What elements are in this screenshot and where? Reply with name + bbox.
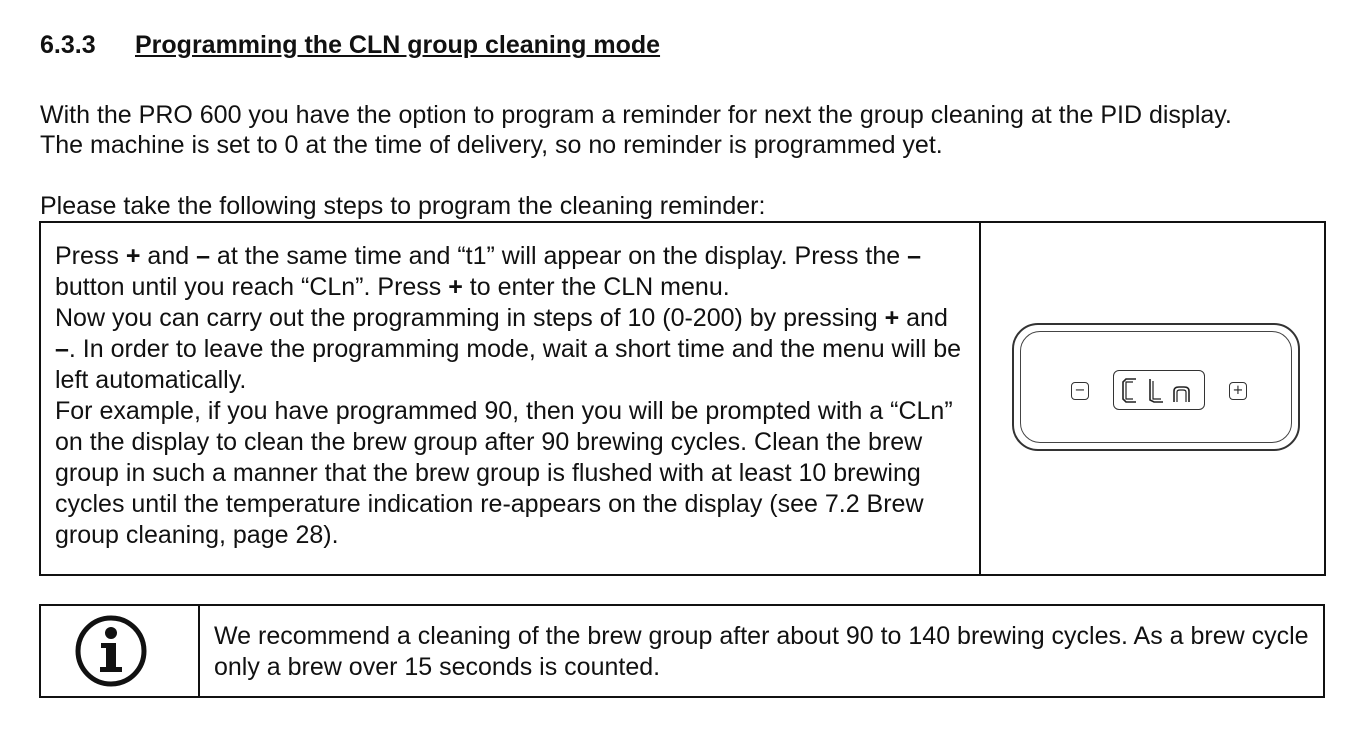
text-run: Press bbox=[55, 242, 126, 270]
text-run: at the same time and “t1” will appear on the display. Press the bbox=[209, 242, 908, 270]
pid-panel-inner bbox=[1020, 331, 1292, 443]
info-icon bbox=[73, 612, 149, 688]
info-icon-cell bbox=[41, 606, 200, 696]
steps-table bbox=[39, 221, 1326, 576]
cln-display-icon bbox=[1113, 370, 1205, 410]
minus-symbol: – bbox=[907, 242, 921, 270]
pid-display-figure bbox=[981, 223, 1324, 574]
steps-paragraph-2 bbox=[55, 303, 965, 396]
text-run: and bbox=[899, 304, 948, 332]
steps-paragraph-1 bbox=[55, 241, 965, 303]
text-run: to enter the CLN menu. bbox=[462, 273, 730, 301]
intro-line-1: With the PRO 600 you have the option to program a reminder for next the group cleaning at the PID display. bbox=[40, 101, 1232, 129]
note-table bbox=[39, 604, 1325, 698]
pid-panel bbox=[1012, 323, 1300, 451]
section-title: Programming the CLN group cleaning mode bbox=[135, 31, 661, 59]
cln-segment-glyphs bbox=[1114, 371, 1204, 409]
text-run: Now you can carry out the programming in steps of 10 (0-200) by pressing bbox=[55, 304, 885, 332]
steps-paragraph-3: For example, if you have programmed 90, then you will be prompted with a “CLn” on the display to clean the brew group after 90 brewing cycles. Clean the brew group in such a manner that the brew group is flushed with at least 10 brewing cycles until the temperature indication re-appears on the display (see 7.2 Brew group cleaning, page 28). bbox=[55, 397, 953, 549]
steps-intro: Please take the following steps to program the cleaning reminder: bbox=[40, 192, 766, 220]
text-run: . In order to leave the programming mode, wait a short time and the menu will be left automatically. bbox=[55, 335, 962, 394]
plus-symbol: + bbox=[884, 304, 900, 332]
plus-symbol: + bbox=[125, 242, 141, 270]
section-heading bbox=[40, 28, 660, 62]
plus-key-icon: + bbox=[1229, 382, 1247, 400]
steps-instructions bbox=[41, 223, 981, 574]
note-text-cell bbox=[200, 606, 1323, 696]
intro-paragraph bbox=[40, 100, 1340, 160]
text-run: and bbox=[140, 242, 197, 270]
section-number: 6.3.3 bbox=[40, 31, 96, 59]
minus-key-icon: − bbox=[1071, 382, 1089, 400]
minus-symbol: – bbox=[196, 242, 210, 270]
minus-symbol: – bbox=[55, 335, 69, 363]
note-text: We recommend a cleaning of the brew group after about 90 to 140 brewing cycles. As a brew cycle only a brew over 15 seconds is counted. bbox=[214, 622, 1309, 681]
text-run: button until you reach “CLn”. Press bbox=[55, 273, 449, 301]
intro-line-2: The machine is set to 0 at the time of delivery, so no reminder is programmed yet. bbox=[40, 131, 943, 159]
plus-symbol: + bbox=[448, 273, 463, 301]
